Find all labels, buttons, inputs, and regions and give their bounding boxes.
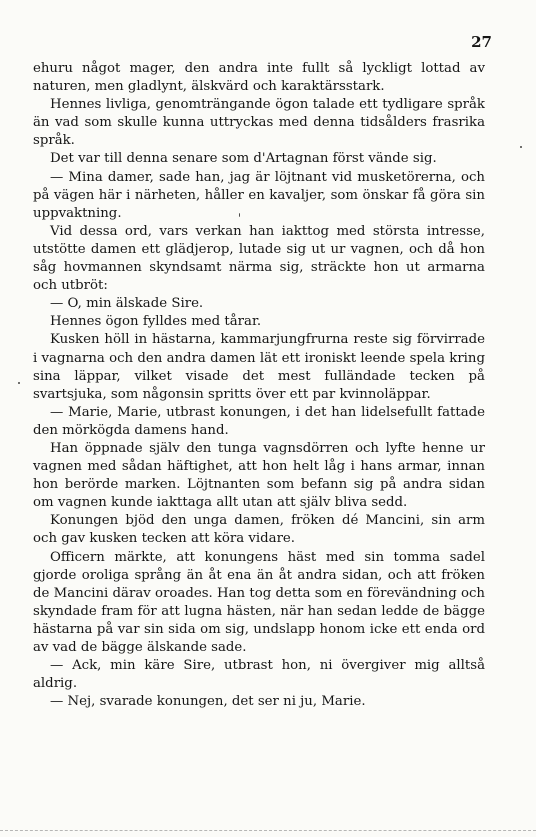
scan-speck xyxy=(520,146,522,148)
paragraph: — O, min älskade Sire. xyxy=(50,296,204,312)
paragraph: ehuru något mager, den andra inte fullt så lyckligt lottad av naturen, men gladlynt, älskvärd och karaktärsstark. xyxy=(33,61,485,95)
paragraph: Vid dessa ord, vars verkan han iakttog med största intresse, utstötte damen ett glädjerop, lutade sig ut ur vagnen, och då hon såg hovmannen skyndsamt närma sig, sträckte hon ut armarna och utbröt: xyxy=(33,223,485,294)
paragraph: Kusken höll in hästarna, kammarjungfrurna reste sig förvirrade i vagnarna och den andra damen lät ett ironiskt leende spela kring sina läppar, vilket visade det mest fulländade tecken på svartsjuka, som någonsin spritts över ett par kvinnoläppar. xyxy=(33,332,485,402)
paragraph: Hennes livliga, genomträngande ögon talade ett tydligare språk än vad som skulle kunna uttryckas med denna tidsålders frasrika språk. xyxy=(33,97,485,149)
paragraph: Officern märkte, att konungens häst med sin tomma sadel gjorde oroliga språng än åt ena än åt andra sidan, och att fröken de Mancini därav oroades. Han tog detta som en förevändning och skyndade fram för att lugna hästen, när han sedan ledde de bägge hästarna på var sin sida om sig, undslapp honom icke ett enda ord av vad de bägge älskande sade. xyxy=(33,549,485,655)
paragraph: — Mina damer, sade han, jag är löjtnant vid musketörerna, och på vägen här i närheten, håller en kavaljer, som önskar få göra sin uppvaktning. xyxy=(33,169,485,221)
paragraph: — Nej, svarade konungen, det ser ni ju, Marie. xyxy=(50,694,366,710)
scan-edge xyxy=(0,829,536,831)
paragraph: Det var till denna senare som d'Artagnan först vände sig. xyxy=(50,151,437,167)
text-body xyxy=(33,60,485,711)
paragraph: Konungen bjöd den unga damen, fröken dé Mancini, sin arm och gav kusken tecken att köra vidare. xyxy=(33,513,485,547)
page-number: 27 xyxy=(471,33,492,51)
paragraph: Hennes ögon fylldes med tårar. xyxy=(50,314,262,330)
scan-speck xyxy=(18,382,20,384)
paragraph: — Marie, Marie, utbrast konungen, i det han lidelsefullt fattade den mörkögda damens hand. xyxy=(33,404,485,438)
scan-speck xyxy=(239,213,240,217)
paragraph: — Ack, min käre Sire, utbrast hon, ni övergiver mig alltså aldrig. xyxy=(33,658,485,692)
paragraph: Han öppnade själv den tunga vagnsdörren och lyfte henne ur vagnen med sådan häftighet, att hon helt låg i hans armar, innan hon berörde marken. Löjtnanten som befann sig på andra sidan om vagnen kunde iakttaga allt utan att själv bliva sedd. xyxy=(33,440,485,511)
